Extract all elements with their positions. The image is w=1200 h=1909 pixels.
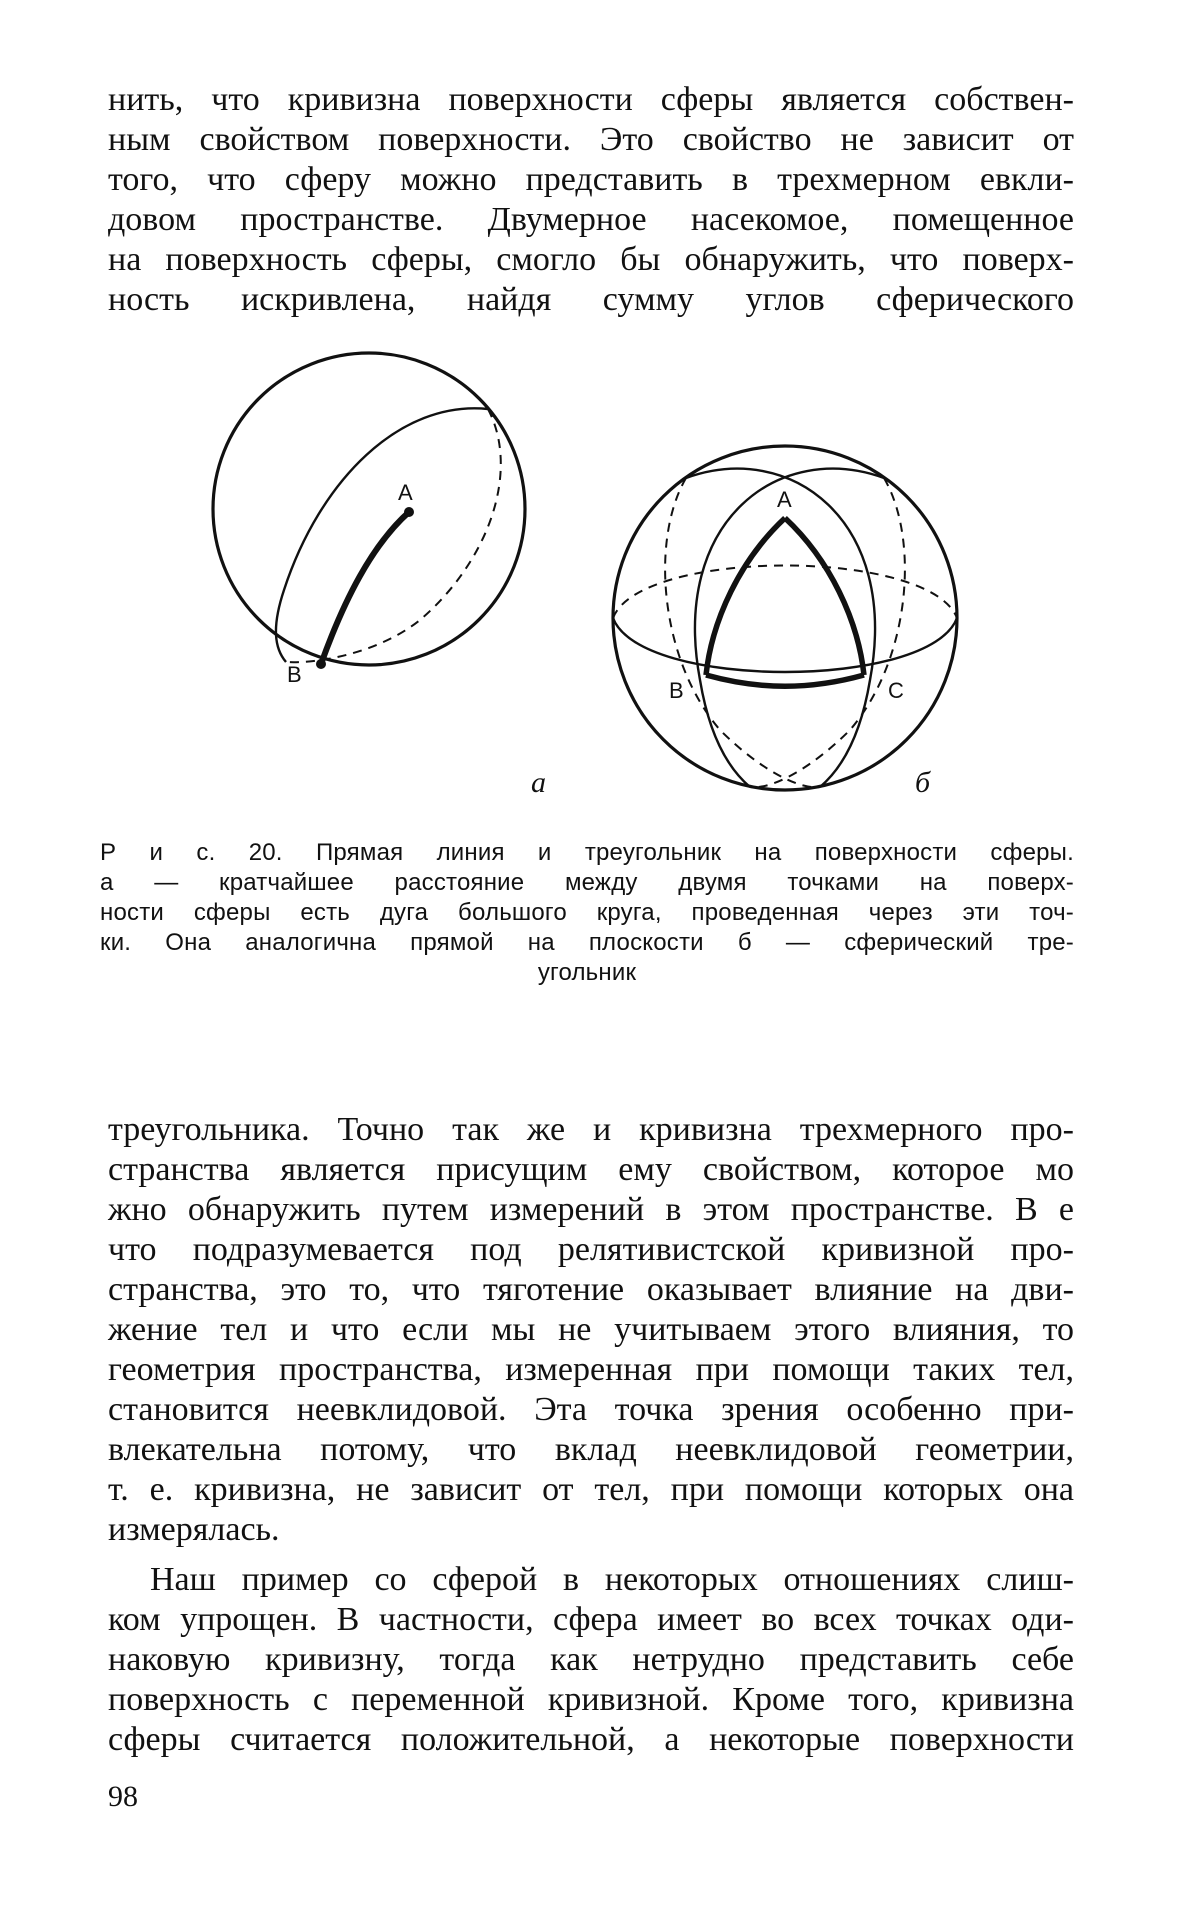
text-line: жение тел и что если мы не учитываем этого влияния, то (108, 1311, 1074, 1348)
text-line: ком упрощен. В частности, сфера имеет во всех точках оди- (108, 1601, 1074, 1638)
caption-line: ки. Она аналогична прямой на плоскости б — сферический тре- (100, 929, 1074, 956)
great-circle-back (286, 409, 501, 662)
text-line: становится неевклидовой. Эта точка зрения особенно при- (108, 1391, 1074, 1428)
figure-letter-b: б (915, 766, 931, 799)
great-circle-2-back (750, 478, 905, 787)
triangle-side-ac (785, 518, 864, 675)
text-line: влекательна потому, что вклад неевклидовой геометрии, (108, 1431, 1074, 1468)
text-line: ность искривлена, найдя сумму углов сферического (108, 281, 1074, 318)
figure-letter-a: а (531, 766, 546, 799)
point-a-left (404, 507, 414, 517)
text-line: что подразумевается под релятивистской кривизной про- (108, 1231, 1074, 1268)
point-b-left (316, 659, 326, 669)
caption-line: Р и с. 20. Прямая линия и треугольник на поверхности сферы. (100, 839, 1074, 866)
page-number: 98 (108, 1780, 138, 1813)
sphere-left (213, 353, 525, 665)
label-b-right: B (669, 678, 684, 703)
great-circle-front (276, 408, 488, 662)
text-line: довом пространстве. Двумерное насекомое, помещенное (108, 201, 1074, 238)
text-line: поверхность с переменной кривизной. Кроме того, кривизна (108, 1681, 1074, 1718)
label-c-right: C (888, 678, 904, 703)
equator-front (613, 618, 957, 672)
text-line: сферы считается положительной, а некоторые поверхности (108, 1721, 1074, 1758)
text-line: того, что сферу можно представить в трехмерном евкли- (108, 161, 1074, 198)
text-line: наковую кривизну, тогда как нетрудно представить себе (108, 1641, 1074, 1678)
text-line: ным свойством поверхности. Это свойство не зависит от (108, 121, 1074, 158)
caption-line: угольник (537, 959, 637, 986)
geodesic-a-b (321, 512, 409, 664)
label-b-left: B (287, 662, 302, 687)
caption-line: а — кратчайшее расстояние между двумя точками на поверх- (100, 869, 1074, 896)
text-line: на поверхность сферы, смогло бы обнаружить, что поверх- (108, 241, 1074, 278)
sphere-left-geodesic (320, 512, 408, 664)
triangle-side-bc (706, 675, 864, 686)
caption-line: ности сферы есть дуга большого круга, проведенная через эти точ- (100, 899, 1074, 926)
text-line: странства является присущим ему свойством, которое мо (108, 1151, 1074, 1188)
text-line: треугольника. Точно так же и кривизна трехмерного про- (108, 1111, 1074, 1148)
text-line: нить, что кривизна поверхности сферы является собствен- (108, 81, 1074, 118)
text-line: геометрия пространства, измеренная при помощи таких тел, (108, 1351, 1074, 1388)
sphere-left-outline (213, 353, 525, 665)
text-line: странства, это то, что тяготение оказывает влияние на дви- (108, 1271, 1074, 1308)
great-circle-1-back (665, 478, 820, 787)
text-line: т. е. кривизна, не зависит от тел, при помощи которых она (108, 1471, 1074, 1508)
text-line: жно обнаружить путем измерений в этом пространстве. В е (108, 1191, 1074, 1228)
label-a-left: A (398, 480, 413, 505)
triangle-side-ab (706, 518, 785, 675)
text-line: Наш пример со сферой в некоторых отношениях слиш- (150, 1561, 1074, 1598)
label-a-right: A (777, 487, 792, 512)
text-line: измерялась. (108, 1511, 280, 1548)
